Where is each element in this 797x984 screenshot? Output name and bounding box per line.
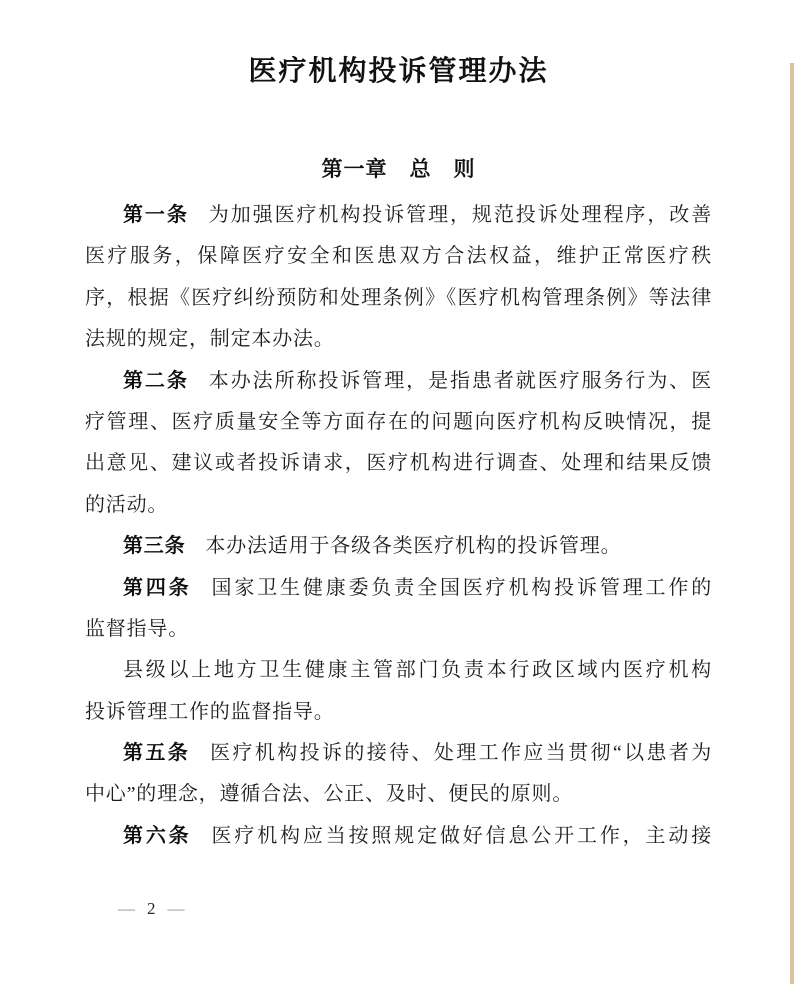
line-text: 法规的规定，制定本办法。 (85, 328, 335, 351)
article-number-label: 第二条 (123, 369, 189, 392)
line-text: 中心”的理念，遵循合法、公正、及时、便民的原则。 (85, 783, 574, 806)
article-number-label: 第四条 (123, 576, 192, 599)
line-text: 医疗机构投诉的接待、处理工作应当贯彻“以患者为 (210, 742, 712, 765)
scan-edge-line (790, 63, 794, 984)
article-number-label: 第一条 (123, 204, 189, 226)
line-text: 县级以上地方卫生健康主管部门负责本行政区域内医疗机构 (123, 659, 712, 682)
text-line (85, 195, 712, 236)
text-line (85, 402, 712, 443)
text-line (85, 568, 712, 609)
article-number-label: 第六条 (123, 824, 192, 847)
line-text: 国家卫生健康委负责全国医疗机构投诉管理工作的 (211, 576, 712, 599)
text-line (85, 443, 712, 484)
article-number-label: 第五条 (123, 742, 191, 765)
text-line (85, 526, 712, 567)
page-number-dash-right: — (167, 899, 185, 918)
line-text: 疗管理、医疗质量安全等方面存在的问题向医疗机构反映情况，提 (85, 410, 712, 433)
line-text: 本办法所称投诉管理，是指患者就医疗服务行为、医 (208, 369, 712, 392)
line-text: 出意见、建议或者投诉请求，医疗机构进行调查、处理和结果反馈 (85, 452, 712, 475)
line-text: 的活动。 (85, 493, 169, 516)
text-line (85, 692, 712, 733)
text-line (85, 485, 712, 526)
document-page (0, 55, 797, 984)
page-number (118, 898, 185, 920)
chapter-heading: 第一章 总 则 (321, 158, 476, 181)
article-number-label: 第三条 (123, 535, 186, 558)
text-line (85, 609, 712, 650)
document-title: 医疗机构投诉管理办法 (248, 55, 549, 86)
document-body (85, 195, 712, 857)
line-text: 为加强医疗机构投诉管理，规范投诉处理程序，改善 (208, 204, 712, 226)
line-text: 医疗机构应当按照规定做好信息公开工作，主动接 (211, 824, 712, 847)
text-line (85, 733, 712, 774)
line-text: 投诉管理工作的监督指导。 (85, 700, 335, 723)
page-number-value: 2 (147, 899, 156, 918)
text-line (85, 816, 712, 857)
text-line (85, 319, 712, 360)
text-line (85, 361, 712, 402)
line-text: 医疗服务，保障医疗安全和医患双方合法权益，维护正常医疗秩 (85, 245, 712, 268)
text-line (85, 278, 712, 319)
line-text: 监督指导。 (85, 617, 189, 640)
text-line (85, 236, 712, 277)
line-text: 序，根据《医疗纠纷预防和处理条例》《医疗机构管理条例》等法律 (85, 286, 712, 309)
text-line (85, 774, 712, 815)
line-text: 本办法适用于各级各类医疗机构的投诉管理。 (205, 535, 622, 558)
text-line (85, 650, 712, 691)
page-number-dash-left: — (118, 899, 135, 918)
